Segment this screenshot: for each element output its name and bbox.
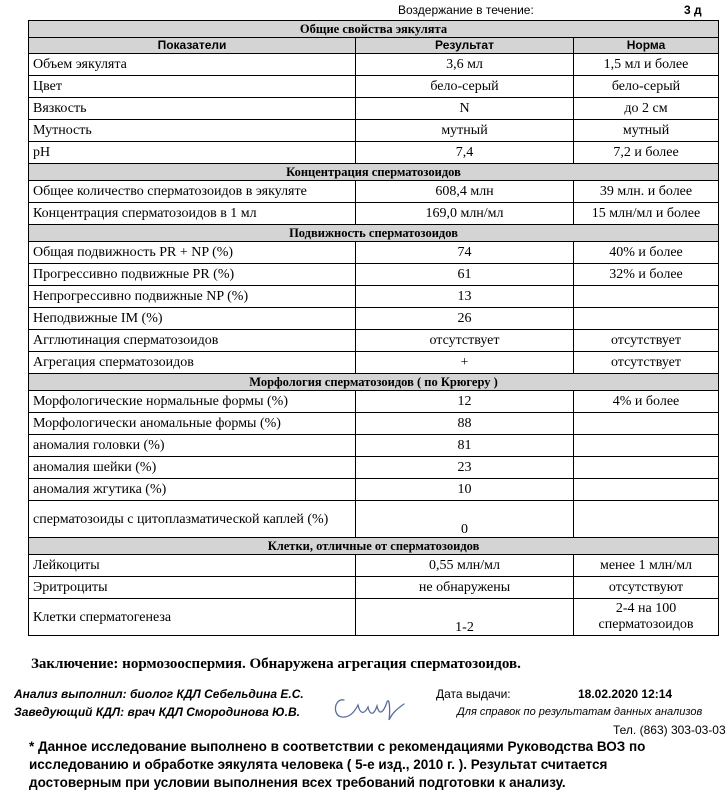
result-cell: 88	[356, 413, 574, 435]
table-row	[29, 203, 719, 225]
norm-cell: 15 млн/мл и более	[574, 203, 719, 225]
column-header-norm: Норма	[574, 38, 719, 54]
result-cell: 26	[356, 308, 574, 330]
parameter-cell: Непрогрессивно подвижные NP (%)	[29, 286, 356, 308]
results-table	[28, 20, 719, 636]
norm-cell: отсутствует	[574, 330, 719, 352]
abstinence-value: 3 д	[684, 3, 702, 17]
footnote-line-3: достоверным при условии выполнения всех требований подготовки к анализу.	[29, 775, 566, 790]
parameter-cell: Морфологически аномальные формы (%)	[29, 413, 356, 435]
result-cell: отсутствует	[356, 330, 574, 352]
norm-cell: 2-4 на 100 сперматозоидов	[574, 599, 719, 636]
section-title: Концентрация сперматозоидов	[29, 164, 719, 181]
norm-cell	[574, 413, 719, 435]
table-row	[29, 98, 719, 120]
parameter-cell: Клетки сперматогенеза	[29, 599, 356, 636]
result-cell: 81	[356, 435, 574, 457]
norm-cell	[574, 501, 719, 538]
parameter-cell: Вязкость	[29, 98, 356, 120]
result-cell: 10	[356, 479, 574, 501]
column-header-parameter: Показатели	[29, 38, 356, 54]
parameter-cell: аномалия головки (%)	[29, 435, 356, 457]
parameter-cell: Общее количество сперматозоидов в эякуляте	[29, 181, 356, 203]
table-row	[29, 577, 719, 599]
table-row	[29, 181, 719, 203]
column-header-result: Результат	[356, 38, 574, 54]
norm-cell: 4% и более	[574, 391, 719, 413]
parameter-cell: Агглютинация сперматозоидов	[29, 330, 356, 352]
footnote-line-2: исследованию и обработке эякулята человека ( 5-е изд., 2010 г. ). Результат считается	[29, 757, 608, 772]
section-header	[29, 225, 719, 242]
phone-number: Тел. (863) 303-03-03	[613, 723, 726, 737]
table-row	[29, 599, 719, 636]
result-cell: N	[356, 98, 574, 120]
section-title: Морфология сперматозоидов ( по Крюгеру )	[29, 374, 719, 391]
norm-cell	[574, 457, 719, 479]
parameter-cell: pH	[29, 142, 356, 164]
section-header	[29, 164, 719, 181]
table-row	[29, 479, 719, 501]
table-row	[29, 457, 719, 479]
table-row	[29, 555, 719, 577]
table-row	[29, 391, 719, 413]
result-cell: бело-серый	[356, 76, 574, 98]
norm-cell: мутный	[574, 120, 719, 142]
result-cell: 1-2	[356, 599, 574, 636]
section-title: Общие свойства эякулята	[29, 21, 719, 38]
section-title: Подвижность сперматозоидов	[29, 225, 719, 242]
column-headers	[29, 38, 719, 54]
section-title: Клетки, отличные от сперматозоидов	[29, 538, 719, 555]
section-header	[29, 21, 719, 38]
table-row	[29, 264, 719, 286]
result-cell: 61	[356, 264, 574, 286]
result-cell: 13	[356, 286, 574, 308]
parameter-cell: Морфологические нормальные формы (%)	[29, 391, 356, 413]
parameter-cell: Эритроциты	[29, 577, 356, 599]
parameter-cell: Мутность	[29, 120, 356, 142]
issue-date-label: Дата выдачи:	[436, 687, 511, 701]
norm-cell	[574, 308, 719, 330]
table-row	[29, 286, 719, 308]
table-row	[29, 330, 719, 352]
norm-cell	[574, 479, 719, 501]
parameter-cell: сперматозоиды с цитоплазматической каплей (%)	[29, 501, 356, 538]
norm-cell: 7,2 и более	[574, 142, 719, 164]
result-cell: 12	[356, 391, 574, 413]
parameter-cell: Объем эякулята	[29, 54, 356, 76]
parameter-cell: Общая подвижность PR + NP (%)	[29, 242, 356, 264]
abstinence-label: Воздержание в течение:	[398, 3, 534, 17]
table-row	[29, 76, 719, 98]
norm-cell: 39 млн. и более	[574, 181, 719, 203]
result-cell: 608,4 млн	[356, 181, 574, 203]
section-header	[29, 374, 719, 391]
parameter-cell: Цвет	[29, 76, 356, 98]
norm-cell: отсутствуют	[574, 577, 719, 599]
table-row	[29, 54, 719, 76]
parameter-cell: Прогрессивно подвижные PR (%)	[29, 264, 356, 286]
section-header	[29, 538, 719, 555]
parameter-cell: Концентрация сперматозоидов в 1 мл	[29, 203, 356, 225]
issue-date-value: 18.02.2020 12:14	[578, 687, 673, 701]
norm-cell: менее 1 млн/мл	[574, 555, 719, 577]
parameter-cell: Неподвижные IM (%)	[29, 308, 356, 330]
table-row	[29, 413, 719, 435]
result-cell: мутный	[356, 120, 574, 142]
parameter-cell: аномалия шейки (%)	[29, 457, 356, 479]
parameter-cell: Агрегация сперматозоидов	[29, 352, 356, 374]
signature-icon	[330, 690, 410, 724]
norm-cell: до 2 см	[574, 98, 719, 120]
norm-cell	[574, 286, 719, 308]
result-cell: 0	[356, 501, 574, 538]
table-row	[29, 242, 719, 264]
parameter-cell: аномалия жгутика (%)	[29, 479, 356, 501]
conclusion: Заключение: нормозооспермия. Обнаружена агрегация сперматозоидов.	[31, 656, 521, 672]
result-cell: 3,6 мл	[356, 54, 574, 76]
norm-cell: 1,5 мл и более	[574, 54, 719, 76]
result-cell: 23	[356, 457, 574, 479]
parameter-cell: Лейкоциты	[29, 555, 356, 577]
table-row	[29, 142, 719, 164]
result-cell: +	[356, 352, 574, 374]
inquiry-note: Для справок по результатам данных анализов	[457, 706, 703, 718]
norm-cell: 32% и более	[574, 264, 719, 286]
norm-cell	[574, 435, 719, 457]
norm-cell: отсутствует	[574, 352, 719, 374]
result-cell: 74	[356, 242, 574, 264]
result-cell: 169,0 млн/мл	[356, 203, 574, 225]
table-row	[29, 120, 719, 142]
footnote-line-1: * Данное исследование выполнено в соответствии с рекомендациями Руководства ВОЗ по	[29, 739, 646, 754]
result-cell: не обнаружены	[356, 577, 574, 599]
analyst-line: Анализ выполнил: биолог КДЛ Себельдина Е.С.	[14, 687, 304, 701]
norm-cell: 40% и более	[574, 242, 719, 264]
result-cell: 0,55 млн/мл	[356, 555, 574, 577]
result-cell: 7,4	[356, 142, 574, 164]
norm-cell: бело-серый	[574, 76, 719, 98]
table-row	[29, 308, 719, 330]
lab-head-line: Заведующий КДЛ: врач КДЛ Смородинова Ю.В.	[14, 705, 300, 719]
table-row	[29, 352, 719, 374]
table-row	[29, 501, 719, 538]
table-row	[29, 435, 719, 457]
